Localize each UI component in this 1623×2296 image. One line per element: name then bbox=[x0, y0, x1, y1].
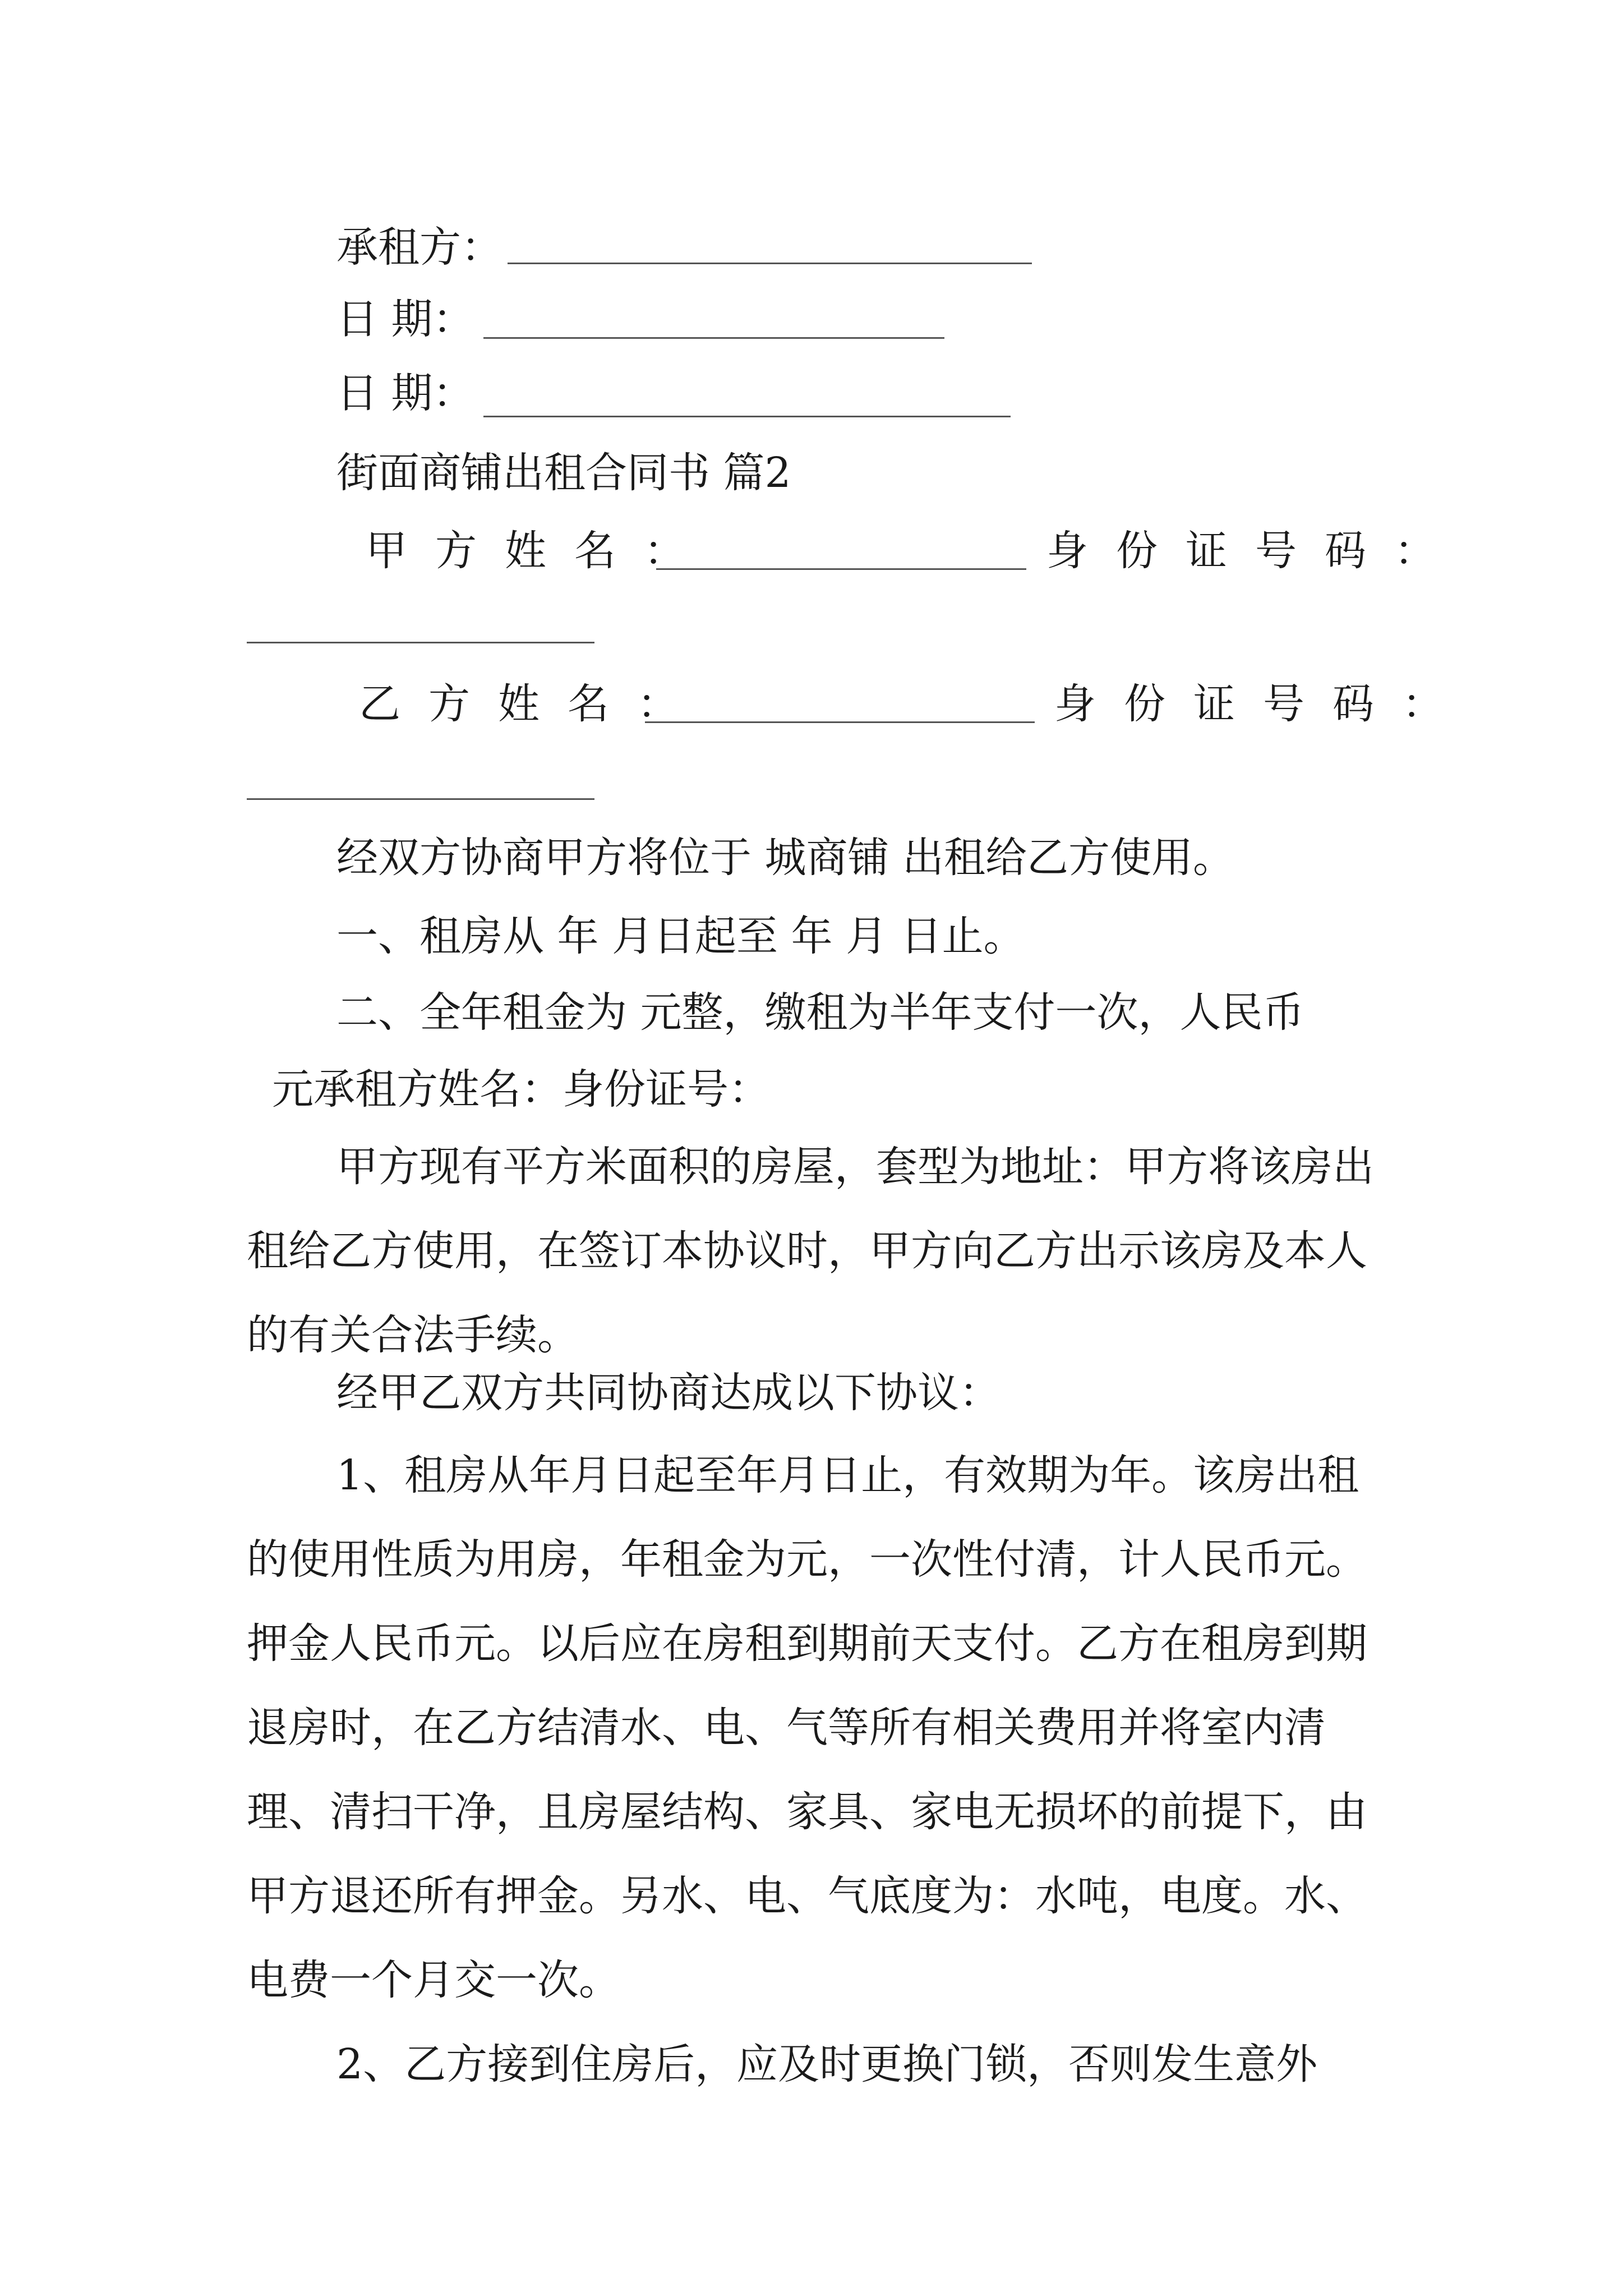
date-label-2: 日 期： bbox=[336, 369, 474, 417]
lessee-blank-line bbox=[508, 263, 1032, 264]
party-a-id-label: 身份证号码： bbox=[1046, 527, 1464, 575]
paragraph-2: 1、租房从年月日起至年月日止，有效期为年。该房出租的使用性质为用房，年租金为元，一次性付清，计人民币元。押金人民币元。以后应在房租到期前天支付。乙方在租房到期退房时，在乙方结清水、电、气等所有相关费用并将室内清理、清扫干净，且房屋结构、家具、家电无损坏的前提下，由甲方退还所有押金。另水、电、气底度为：水吨，电度。水、电费一个月交一次。 bbox=[247, 1451, 1367, 2004]
party-a-name-label: 甲方姓名： bbox=[366, 527, 713, 575]
body-line-4: 元承租方姓名：身份证号： bbox=[272, 1065, 770, 1114]
body-line-1: 经双方协商甲方将位于 城商铺 出租给乙方使用。 bbox=[336, 834, 1235, 882]
paragraph-1: 甲方现有平方米面积的房屋，套型为地址：甲方将该房出租给乙方使用，在签订本协议时，甲方向乙方出示该房及本人的有关合法手续。 bbox=[247, 1143, 1374, 1359]
party-b-name-blank bbox=[645, 721, 1035, 723]
body-line-3: 二、全年租金为 元整，缴租为半年支付一次，人民币 bbox=[336, 988, 1304, 1037]
party-a-id-blank bbox=[247, 642, 594, 643]
party-a-name-blank bbox=[656, 568, 1026, 570]
lessee-label: 承租方： bbox=[336, 223, 502, 272]
party-b-id-label: 身份证号码： bbox=[1054, 680, 1472, 728]
party-b-name-label: 乙方姓名： bbox=[359, 680, 707, 728]
body-line-2: 一、租房从 年 月日起至 年 月 日止。 bbox=[336, 912, 1025, 960]
body-line-5: 经甲乙双方共同协商达成以下协议： bbox=[336, 1369, 1000, 1417]
paragraph-3: 2、乙方接到住房后，应及时更换门锁，否则发生意外 bbox=[336, 2040, 1318, 2088]
date-blank-line-2 bbox=[483, 416, 1011, 417]
date-label-1: 日 期： bbox=[336, 295, 474, 343]
party-b-id-blank bbox=[247, 798, 594, 800]
section-title: 街面商铺出租合同书 篇2 bbox=[336, 449, 791, 497]
date-blank-line-1 bbox=[483, 337, 944, 339]
